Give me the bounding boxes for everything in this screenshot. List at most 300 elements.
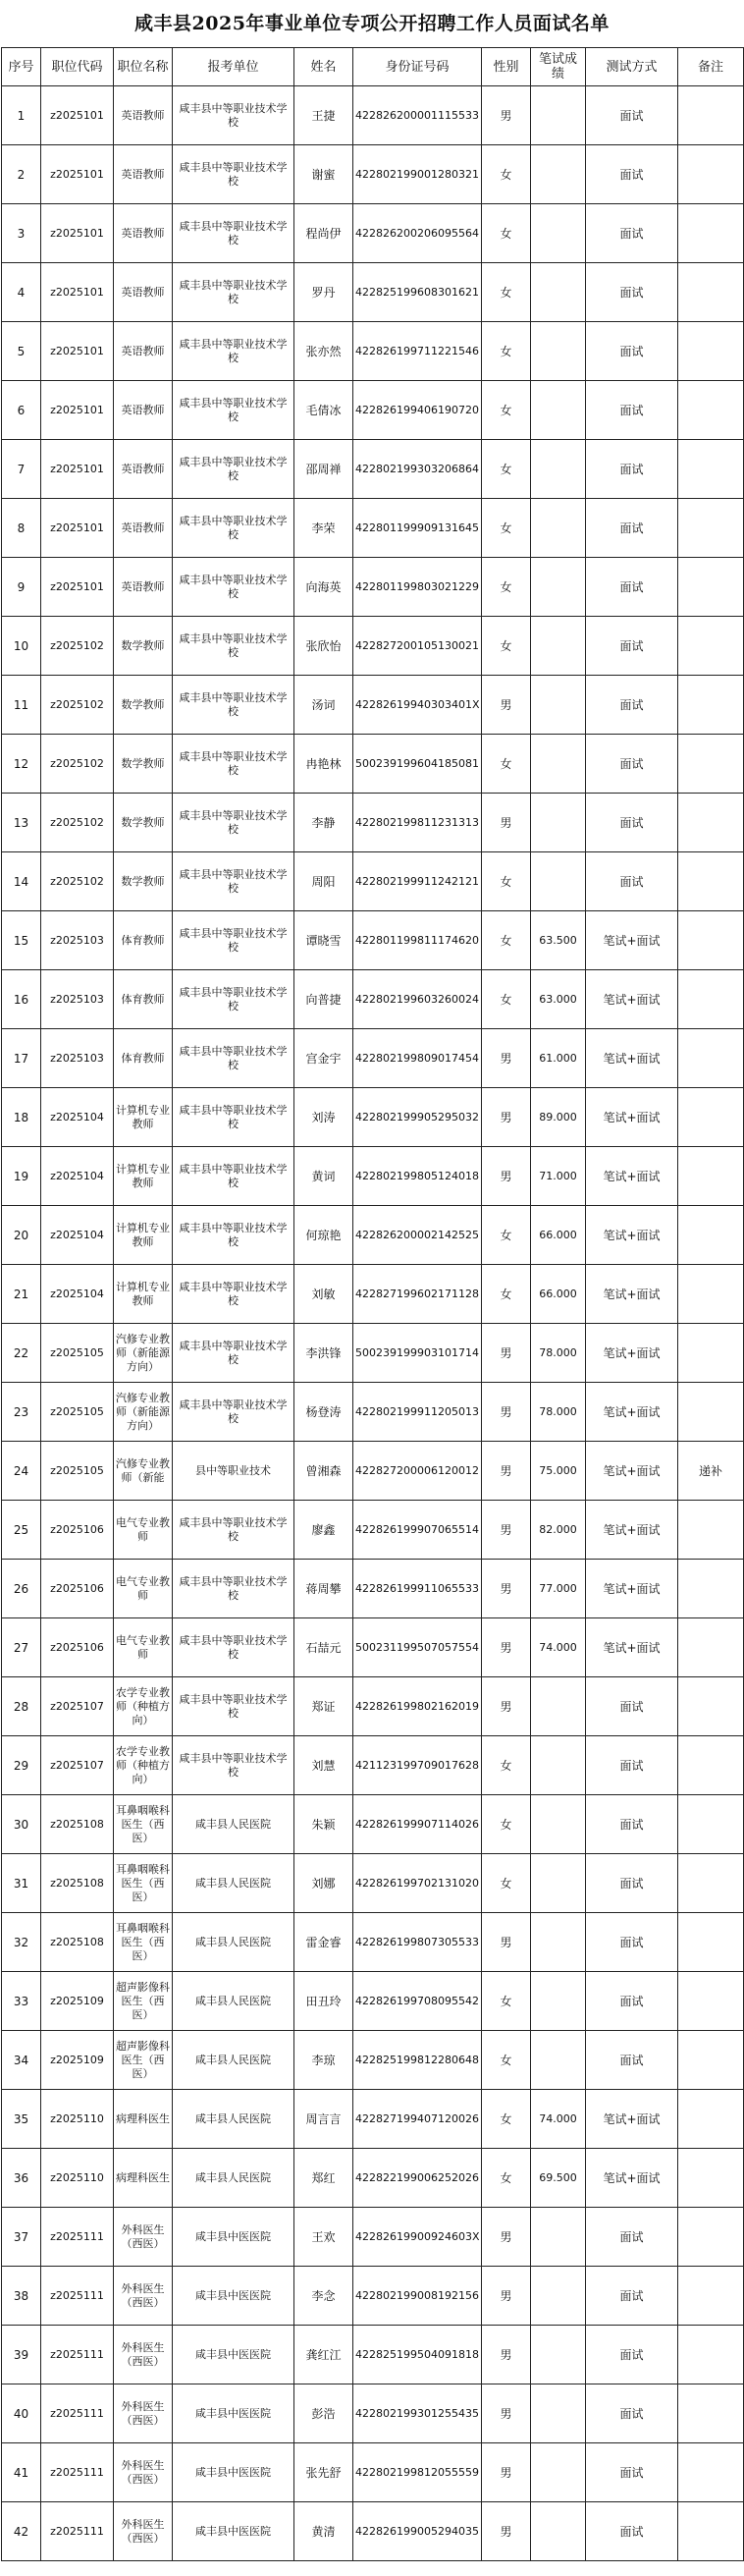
cell-id-number: 422801199803021229 — [353, 558, 482, 617]
cell-index: 26 — [2, 1560, 41, 1618]
cell-id-number: 422826200206095564 — [353, 204, 482, 263]
cell-score: 77.000 — [531, 1560, 586, 1618]
cell-position-code: z2025101 — [41, 499, 114, 558]
cell-name: 雷金睿 — [294, 1913, 353, 1972]
cell-score — [531, 263, 586, 322]
cell-remark — [678, 1854, 744, 1913]
cell-score: 82.000 — [531, 1501, 586, 1560]
cell-position-name: 外科医生（西医） — [114, 2326, 173, 2384]
table-row — [2, 2502, 744, 2561]
cell-gender: 男 — [482, 794, 531, 852]
cell-position-code: z2025104 — [41, 1265, 114, 1324]
cell-index: 4 — [2, 263, 41, 322]
cell-gender: 女 — [482, 558, 531, 617]
cell-test-method: 面试 — [586, 2443, 678, 2502]
cell-name: 汤词 — [294, 676, 353, 735]
cell-remark — [678, 1265, 744, 1324]
cell-gender: 女 — [482, 2031, 531, 2090]
cell-index: 34 — [2, 2031, 41, 2090]
table-row — [2, 1147, 744, 1206]
cell-remark — [678, 2208, 744, 2267]
cell-position-name: 数学教师 — [114, 794, 173, 852]
cell-index: 22 — [2, 1324, 41, 1383]
cell-unit: 咸丰县中等职业技术学校 — [173, 1618, 294, 1677]
cell-gender: 女 — [482, 970, 531, 1029]
cell-name: 蒋周攀 — [294, 1560, 353, 1618]
cell-index: 35 — [2, 2090, 41, 2149]
cell-gender: 女 — [482, 145, 531, 204]
table-row — [2, 499, 744, 558]
cell-gender: 女 — [482, 1736, 531, 1795]
cell-unit: 咸丰县中等职业技术学校 — [173, 1677, 294, 1736]
cell-score: 74.000 — [531, 2090, 586, 2149]
cell-id-number: 500231199507057554 — [353, 1618, 482, 1677]
cell-test-method: 笔试+面试 — [586, 1560, 678, 1618]
cell-position-name: 计算机专业教师 — [114, 1206, 173, 1265]
cell-unit: 咸丰县中医医院 — [173, 2502, 294, 2561]
cell-gender: 女 — [482, 852, 531, 911]
cell-index: 21 — [2, 1265, 41, 1324]
cell-remark — [678, 499, 744, 558]
cell-gender: 男 — [482, 1560, 531, 1618]
cell-index: 30 — [2, 1795, 41, 1854]
cell-remark — [678, 2443, 744, 2502]
cell-position-name: 体育教师 — [114, 970, 173, 1029]
cell-unit: 咸丰县人民医院 — [173, 2149, 294, 2208]
cell-test-method: 笔试+面试 — [586, 1618, 678, 1677]
cell-name: 谭晓雪 — [294, 911, 353, 970]
cell-index: 41 — [2, 2443, 41, 2502]
cell-position-code: z2025101 — [41, 558, 114, 617]
cell-unit: 咸丰县中等职业技术学校 — [173, 1265, 294, 1324]
cell-gender: 女 — [482, 1972, 531, 2031]
table-row — [2, 2149, 744, 2208]
table-row — [2, 263, 744, 322]
cell-position-name: 英语教师 — [114, 381, 173, 440]
cell-test-method: 笔试+面试 — [586, 1324, 678, 1383]
table-row — [2, 1736, 744, 1795]
cell-id-number: 422802199603260024 — [353, 970, 482, 1029]
cell-position-name: 英语教师 — [114, 145, 173, 204]
cell-unit: 咸丰县中等职业技术学校 — [173, 322, 294, 381]
cell-position-name: 英语教师 — [114, 558, 173, 617]
cell-index: 9 — [2, 558, 41, 617]
cell-position-code: z2025102 — [41, 617, 114, 676]
cell-unit: 咸丰县中等职业技术学校 — [173, 970, 294, 1029]
cell-position-code: z2025105 — [41, 1442, 114, 1501]
cell-position-code: z2025101 — [41, 263, 114, 322]
cell-position-name: 汽修专业教师（新能 — [114, 1442, 173, 1501]
cell-score: 74.000 — [531, 1618, 586, 1677]
cell-name: 廖鑫 — [294, 1501, 353, 1560]
table-row — [2, 558, 744, 617]
table-row — [2, 145, 744, 204]
cell-remark — [678, 676, 744, 735]
cell-position-name: 超声影像科医生（西医） — [114, 2031, 173, 2090]
cell-position-name: 英语教师 — [114, 263, 173, 322]
cell-id-number: 422802199905295032 — [353, 1088, 482, 1147]
cell-test-method: 面试 — [586, 1854, 678, 1913]
cell-name: 田丑玲 — [294, 1972, 353, 2031]
cell-name: 冉艳林 — [294, 735, 353, 794]
cell-position-name: 体育教师 — [114, 1029, 173, 1088]
cell-remark — [678, 2149, 744, 2208]
cell-id-number: 422822199006252026 — [353, 2149, 482, 2208]
cell-score: 71.000 — [531, 1147, 586, 1206]
cell-test-method: 面试 — [586, 2208, 678, 2267]
cell-position-name: 计算机专业教师 — [114, 1147, 173, 1206]
cell-unit: 咸丰县中等职业技术学校 — [173, 1206, 294, 1265]
cell-remark — [678, 794, 744, 852]
cell-index: 16 — [2, 970, 41, 1029]
cell-index: 39 — [2, 2326, 41, 2384]
cell-position-code: z2025111 — [41, 2502, 114, 2561]
cell-position-name: 超声影像科医生（西医） — [114, 1972, 173, 2031]
cell-unit: 咸丰县中等职业技术学校 — [173, 204, 294, 263]
cell-position-name: 数学教师 — [114, 852, 173, 911]
cell-remark — [678, 1383, 744, 1442]
cell-gender: 女 — [482, 2090, 531, 2149]
cell-remark — [678, 970, 744, 1029]
cell-remark — [678, 381, 744, 440]
cell-score — [531, 676, 586, 735]
cell-test-method: 笔试+面试 — [586, 970, 678, 1029]
cell-name: 罗丹 — [294, 263, 353, 322]
cell-position-code: z2025111 — [41, 2443, 114, 2502]
cell-unit: 咸丰县人民医院 — [173, 1854, 294, 1913]
cell-position-code: z2025103 — [41, 970, 114, 1029]
cell-index: 42 — [2, 2502, 41, 2561]
cell-id-number: 422825199504091818 — [353, 2326, 482, 2384]
cell-id-number: 422826199802162019 — [353, 1677, 482, 1736]
cell-index: 31 — [2, 1854, 41, 1913]
cell-test-method: 面试 — [586, 2326, 678, 2384]
cell-gender: 男 — [482, 2384, 531, 2443]
cell-score — [531, 1736, 586, 1795]
header-position-name: 职位名称 — [114, 48, 173, 86]
cell-score: 69.500 — [531, 2149, 586, 2208]
cell-unit: 咸丰县中医医院 — [173, 2384, 294, 2443]
cell-score: 66.000 — [531, 1206, 586, 1265]
cell-position-code: z2025110 — [41, 2149, 114, 2208]
cell-test-method: 面试 — [586, 735, 678, 794]
cell-score — [531, 322, 586, 381]
table-row — [2, 2326, 744, 2384]
cell-test-method: 笔试+面试 — [586, 1029, 678, 1088]
cell-remark — [678, 2326, 744, 2384]
cell-unit: 咸丰县中等职业技术学校 — [173, 1029, 294, 1088]
cell-id-number: 422826199911065533 — [353, 1560, 482, 1618]
cell-gender: 女 — [482, 499, 531, 558]
cell-score — [531, 2267, 586, 2326]
cell-id-number: 422825199812280648 — [353, 2031, 482, 2090]
header-position-code: 职位代码 — [41, 48, 114, 86]
cell-id-number: 42282619900924603X — [353, 2208, 482, 2267]
cell-score — [531, 2031, 586, 2090]
cell-test-method: 面试 — [586, 145, 678, 204]
cell-position-code: z2025107 — [41, 1677, 114, 1736]
table-row — [2, 911, 744, 970]
cell-name: 彭浩 — [294, 2384, 353, 2443]
cell-score — [531, 86, 586, 145]
cell-position-code: z2025101 — [41, 440, 114, 499]
table-row — [2, 440, 744, 499]
header-gender: 性别 — [482, 48, 531, 86]
cell-unit: 咸丰县中等职业技术学校 — [173, 86, 294, 145]
cell-gender: 男 — [482, 1324, 531, 1383]
cell-name: 向海英 — [294, 558, 353, 617]
cell-score — [531, 617, 586, 676]
cell-index: 23 — [2, 1383, 41, 1442]
table-row — [2, 322, 744, 381]
cell-position-name: 英语教师 — [114, 440, 173, 499]
cell-remark — [678, 2031, 744, 2090]
cell-index: 8 — [2, 499, 41, 558]
cell-unit: 咸丰县中等职业技术学校 — [173, 1560, 294, 1618]
cell-score: 66.000 — [531, 1265, 586, 1324]
table-row — [2, 1383, 744, 1442]
cell-index: 11 — [2, 676, 41, 735]
cell-remark — [678, 2090, 744, 2149]
cell-position-code: z2025103 — [41, 911, 114, 970]
cell-gender: 男 — [482, 1501, 531, 1560]
cell-name: 郑证 — [294, 1677, 353, 1736]
cell-test-method: 笔试+面试 — [586, 1147, 678, 1206]
table-row — [2, 1795, 744, 1854]
header-unit: 报考单位 — [173, 48, 294, 86]
cell-index: 40 — [2, 2384, 41, 2443]
cell-score: 63.000 — [531, 970, 586, 1029]
cell-remark — [678, 1501, 744, 1560]
cell-name: 郑红 — [294, 2149, 353, 2208]
cell-remark — [678, 1206, 744, 1265]
cell-id-number: 422801199909131645 — [353, 499, 482, 558]
page-title: 咸丰县2025年事业单位专项公开招聘工作人员面试名单 — [134, 13, 610, 34]
cell-index: 15 — [2, 911, 41, 970]
cell-position-name: 汽修专业教师（新能源方向） — [114, 1324, 173, 1383]
cell-gender: 男 — [482, 2267, 531, 2326]
cell-name: 李琼 — [294, 2031, 353, 2090]
cell-test-method: 面试 — [586, 1736, 678, 1795]
cell-id-number: 422802199812055559 — [353, 2443, 482, 2502]
cell-position-name: 耳鼻咽喉科医生（西医） — [114, 1795, 173, 1854]
cell-id-number: 422826200001115533 — [353, 86, 482, 145]
cell-id-number: 422802199809017454 — [353, 1029, 482, 1088]
cell-position-name: 英语教师 — [114, 204, 173, 263]
cell-test-method: 面试 — [586, 1677, 678, 1736]
cell-position-name: 电气专业教师 — [114, 1618, 173, 1677]
cell-unit: 咸丰县中等职业技术学校 — [173, 145, 294, 204]
cell-test-method: 面试 — [586, 676, 678, 735]
cell-position-code: z2025104 — [41, 1088, 114, 1147]
header-id-number: 身份证号码 — [353, 48, 482, 86]
cell-test-method: 笔试+面试 — [586, 1383, 678, 1442]
cell-unit: 咸丰县中等职业技术学校 — [173, 381, 294, 440]
cell-index: 27 — [2, 1618, 41, 1677]
cell-id-number: 422826199406190720 — [353, 381, 482, 440]
candidate-table — [1, 47, 744, 2561]
cell-position-code: z2025101 — [41, 86, 114, 145]
cell-gender: 女 — [482, 911, 531, 970]
table-row — [2, 676, 744, 735]
header-remark: 备注 — [678, 48, 744, 86]
cell-unit: 咸丰县中等职业技术学校 — [173, 1383, 294, 1442]
table-row — [2, 970, 744, 1029]
cell-position-code: z2025111 — [41, 2384, 114, 2443]
cell-id-number: 422826199708095542 — [353, 1972, 482, 2031]
cell-name: 周言言 — [294, 2090, 353, 2149]
cell-unit: 咸丰县人民医院 — [173, 1972, 294, 2031]
cell-name: 宫金宇 — [294, 1029, 353, 1088]
cell-test-method: 面试 — [586, 86, 678, 145]
cell-index: 10 — [2, 617, 41, 676]
cell-position-name: 农学专业教师（种植方向） — [114, 1736, 173, 1795]
cell-id-number: 421123199709017628 — [353, 1736, 482, 1795]
cell-score — [531, 2502, 586, 2561]
cell-unit: 县中等职业技术 — [173, 1442, 294, 1501]
cell-id-number: 422826199807305533 — [353, 1913, 482, 1972]
header-name: 姓名 — [294, 48, 353, 86]
cell-name: 刘敏 — [294, 1265, 353, 1324]
cell-unit: 咸丰县中医医院 — [173, 2326, 294, 2384]
cell-unit: 咸丰县中等职业技术学校 — [173, 852, 294, 911]
table-body — [2, 86, 744, 2561]
cell-id-number: 422802199911205013 — [353, 1383, 482, 1442]
cell-test-method: 笔试+面试 — [586, 1442, 678, 1501]
cell-position-code: z2025107 — [41, 1736, 114, 1795]
cell-index: 37 — [2, 2208, 41, 2267]
cell-name: 李荣 — [294, 499, 353, 558]
cell-id-number: 422826199711221546 — [353, 322, 482, 381]
cell-name: 李静 — [294, 794, 353, 852]
cell-test-method: 面试 — [586, 617, 678, 676]
cell-unit: 咸丰县中等职业技术学校 — [173, 558, 294, 617]
cell-unit: 咸丰县中等职业技术学校 — [173, 440, 294, 499]
table-row — [2, 1560, 744, 1618]
cell-score — [531, 145, 586, 204]
cell-gender: 女 — [482, 1206, 531, 1265]
cell-id-number: 422827200105130021 — [353, 617, 482, 676]
table-row — [2, 2443, 744, 2502]
table-row — [2, 2267, 744, 2326]
cell-test-method: 笔试+面试 — [586, 1265, 678, 1324]
cell-test-method: 笔试+面试 — [586, 2149, 678, 2208]
cell-gender: 女 — [482, 322, 531, 381]
cell-remark — [678, 204, 744, 263]
cell-score — [531, 440, 586, 499]
cell-index: 36 — [2, 2149, 41, 2208]
cell-index: 24 — [2, 1442, 41, 1501]
cell-gender: 男 — [482, 1029, 531, 1088]
cell-name: 何琼艳 — [294, 1206, 353, 1265]
cell-index: 29 — [2, 1736, 41, 1795]
cell-remark — [678, 1913, 744, 1972]
cell-remark — [678, 852, 744, 911]
cell-test-method: 面试 — [586, 794, 678, 852]
cell-position-code: z2025101 — [41, 145, 114, 204]
cell-unit: 咸丰县中医医院 — [173, 2267, 294, 2326]
cell-score — [531, 2443, 586, 2502]
cell-unit: 咸丰县中等职业技术学校 — [173, 735, 294, 794]
table-row — [2, 2384, 744, 2443]
cell-score — [531, 1795, 586, 1854]
cell-gender: 男 — [482, 2208, 531, 2267]
cell-test-method: 面试 — [586, 1913, 678, 1972]
cell-position-code: z2025109 — [41, 2031, 114, 2090]
cell-test-method: 笔试+面试 — [586, 2090, 678, 2149]
cell-position-name: 病理科医生 — [114, 2149, 173, 2208]
cell-position-name: 电气专业教师 — [114, 1501, 173, 1560]
cell-test-method: 笔试+面试 — [586, 1501, 678, 1560]
cell-score — [531, 558, 586, 617]
cell-unit: 咸丰县中等职业技术学校 — [173, 676, 294, 735]
cell-id-number: 422826199907065514 — [353, 1501, 482, 1560]
cell-gender: 女 — [482, 204, 531, 263]
cell-remark — [678, 1677, 744, 1736]
cell-id-number: 422802199301255435 — [353, 2384, 482, 2443]
cell-unit: 咸丰县中等职业技术学校 — [173, 1324, 294, 1383]
cell-gender: 女 — [482, 1854, 531, 1913]
cell-position-code: z2025103 — [41, 1029, 114, 1088]
cell-score — [531, 1854, 586, 1913]
cell-gender: 男 — [482, 1383, 531, 1442]
cell-name: 周阳 — [294, 852, 353, 911]
table-row — [2, 1913, 744, 1972]
cell-name: 刘慧 — [294, 1736, 353, 1795]
cell-remark — [678, 1324, 744, 1383]
cell-id-number: 422801199811174620 — [353, 911, 482, 970]
cell-score — [531, 1677, 586, 1736]
cell-test-method: 面试 — [586, 1795, 678, 1854]
cell-position-code: z2025101 — [41, 322, 114, 381]
cell-remark — [678, 2384, 744, 2443]
table-row — [2, 1501, 744, 1560]
table-row — [2, 1972, 744, 2031]
cell-score: 75.000 — [531, 1442, 586, 1501]
cell-test-method: 面试 — [586, 381, 678, 440]
table-row — [2, 1442, 744, 1501]
cell-remark — [678, 617, 744, 676]
cell-id-number: 422802199303206864 — [353, 440, 482, 499]
cell-gender: 男 — [482, 1147, 531, 1206]
cell-test-method: 笔试+面试 — [586, 1088, 678, 1147]
table-row — [2, 1677, 744, 1736]
cell-remark — [678, 1736, 744, 1795]
cell-name: 张亦然 — [294, 322, 353, 381]
cell-score — [531, 499, 586, 558]
cell-position-name: 计算机专业教师 — [114, 1088, 173, 1147]
cell-test-method: 面试 — [586, 852, 678, 911]
cell-position-name: 耳鼻咽喉科医生（西医） — [114, 1854, 173, 1913]
cell-position-name: 农学专业教师（种植方向） — [114, 1677, 173, 1736]
cell-name: 张欣怡 — [294, 617, 353, 676]
cell-test-method: 面试 — [586, 1972, 678, 2031]
cell-gender: 男 — [482, 1088, 531, 1147]
cell-gender: 女 — [482, 263, 531, 322]
cell-gender: 女 — [482, 440, 531, 499]
cell-position-name: 数学教师 — [114, 676, 173, 735]
cell-id-number: 422826199702131020 — [353, 1854, 482, 1913]
cell-id-number: 422827200006120012 — [353, 1442, 482, 1501]
cell-name: 程尚伊 — [294, 204, 353, 263]
table-header-row — [2, 48, 744, 86]
cell-id-number: 422826200002142525 — [353, 1206, 482, 1265]
table-row — [2, 1029, 744, 1088]
cell-index: 6 — [2, 381, 41, 440]
table-row — [2, 1088, 744, 1147]
cell-remark — [678, 1029, 744, 1088]
cell-remark — [678, 263, 744, 322]
